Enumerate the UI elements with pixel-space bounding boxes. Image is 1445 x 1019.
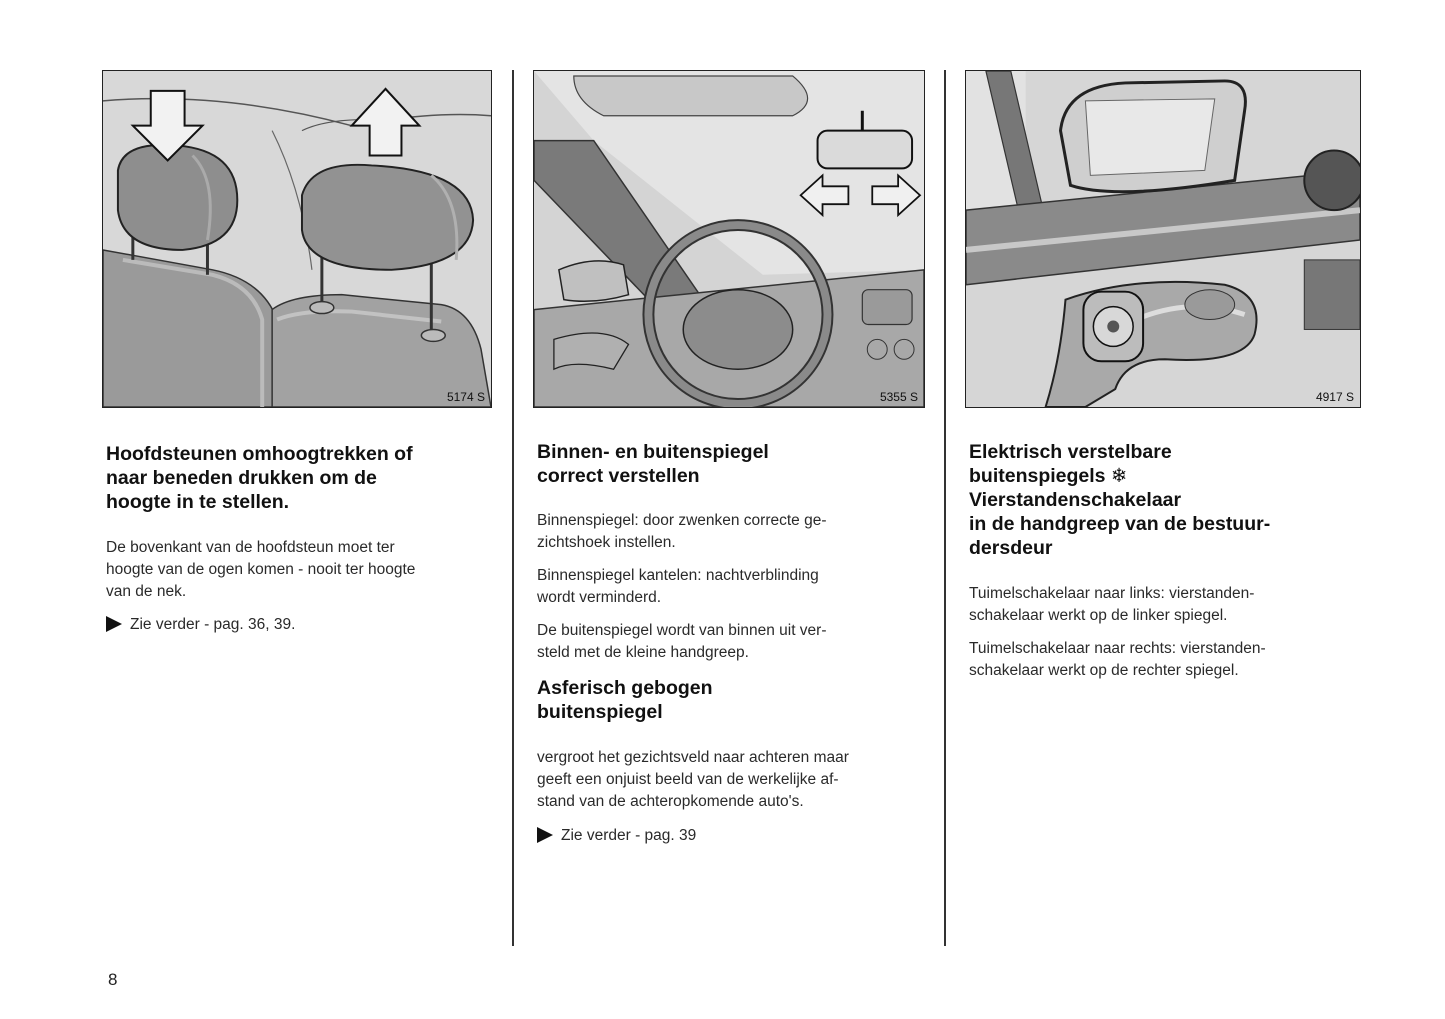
paragraph: Binnenspiegel: door zwenken correcte ge- zichtshoek instellen. <box>537 512 827 551</box>
figure-code: 5174 S <box>446 390 485 404</box>
section-heading <box>969 440 1270 560</box>
see-reference[interactable] <box>106 614 295 636</box>
headrest-illustration <box>103 71 491 407</box>
figure-code: 5355 S <box>879 390 918 404</box>
heading-rest: Vierstandenschakelaar in de handgreep van de bestuur- dersdeur <box>969 489 1271 559</box>
mirror-illustration <box>534 71 924 407</box>
arrow-right-icon <box>537 827 553 843</box>
paragraph: De bovenkant van de hoofdsteun moet ter hoogte van de ogen komen - nooit ter hoogte van de nek. <box>106 539 416 600</box>
heading-line1: Elektrisch verstelbare <box>969 441 1172 463</box>
page-number: 8 <box>108 970 118 989</box>
column-divider <box>512 70 514 946</box>
see-reference-text: Zie verder - pag. 36, 39. <box>130 616 296 633</box>
see-reference-text: Zie verder - pag. 39 <box>561 827 697 844</box>
figure-code: 4917 S <box>1315 390 1354 404</box>
mirror-switch-illustration <box>966 71 1360 407</box>
snowflake-icon: ❄ <box>1110 465 1128 487</box>
section-subheading: Asferisch gebogen buitenspiegel <box>537 677 713 723</box>
figure-electric-mirrors <box>965 70 1361 408</box>
figure-mirrors <box>533 70 925 408</box>
arrow-right-icon <box>106 616 122 632</box>
paragraph: Tuimelschakelaar naar rechts: vierstanden- schakelaar werkt op de rechter spiegel. <box>969 640 1266 679</box>
see-reference[interactable] <box>537 825 696 847</box>
paragraph: De buitenspiegel wordt van binnen uit ver- steld met de kleine handgreep. <box>537 622 827 661</box>
paragraph: vergroot het gezichtsveld naar achteren maar geeft een onjuist beeld van de werkelijke af- stand van de achteropkomende auto's. <box>537 749 849 810</box>
figure-headrest <box>102 70 492 408</box>
section-heading: Hoofdsteunen omhoogtrekken of naar beneden drukken om de hoogte in te stellen. <box>106 443 413 513</box>
paragraph: Binnenspiegel kantelen: nachtverblinding wordt verminderd. <box>537 567 819 606</box>
section-heading: Binnen- en buitenspiegel correct verstellen <box>537 441 769 487</box>
paragraph: Tuimelschakelaar naar links: vierstanden- schakelaar werkt op de linker spiegel. <box>969 585 1255 624</box>
heading-line2: buitenspiegels <box>969 465 1106 487</box>
column-divider <box>944 70 946 946</box>
